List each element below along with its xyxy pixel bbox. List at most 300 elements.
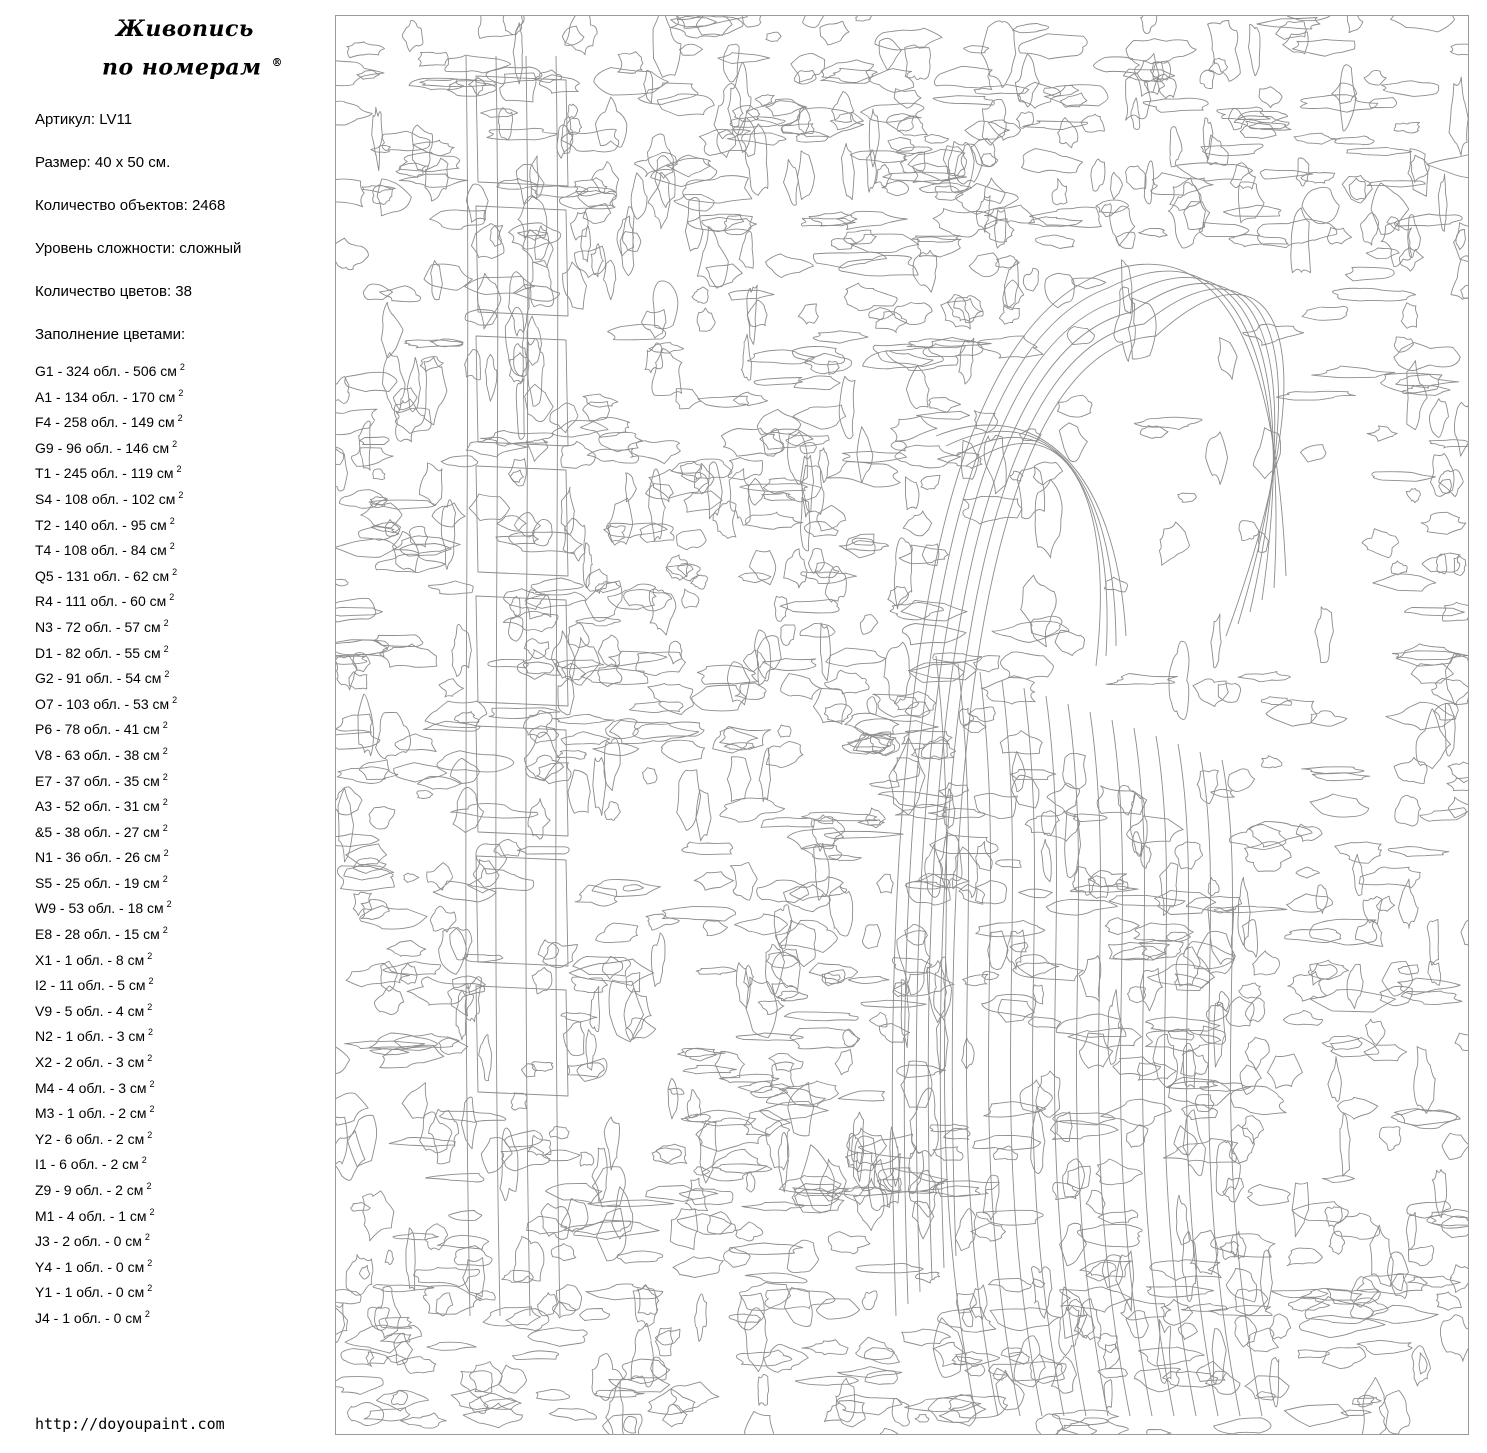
art-region xyxy=(494,839,520,856)
art-region xyxy=(530,156,539,200)
art-region xyxy=(1046,899,1117,915)
art-region xyxy=(1033,462,1062,485)
art-region xyxy=(528,799,550,840)
art-region xyxy=(766,254,814,278)
art-region xyxy=(399,174,467,187)
art-region xyxy=(1394,122,1419,132)
art-region xyxy=(935,186,963,200)
art-region xyxy=(1178,493,1197,502)
art-region xyxy=(553,1302,576,1318)
art-region xyxy=(727,757,751,802)
art-region xyxy=(451,804,538,819)
art-region xyxy=(336,1047,349,1073)
art-region xyxy=(908,662,976,680)
art-region xyxy=(821,60,873,83)
art-region xyxy=(1081,114,1104,132)
art-region xyxy=(498,108,512,140)
art-contour xyxy=(1112,720,1152,1416)
art-region xyxy=(1412,1346,1431,1386)
art-region xyxy=(1111,172,1123,199)
art-region xyxy=(735,1222,763,1241)
art-region xyxy=(623,885,643,891)
art-region xyxy=(571,212,589,240)
art-region xyxy=(449,1211,482,1221)
art-region xyxy=(437,1235,488,1249)
art-region xyxy=(727,133,786,145)
art-region xyxy=(624,590,672,611)
art-region xyxy=(596,1208,626,1261)
area-exponent: 2 xyxy=(169,515,175,526)
art-region xyxy=(429,1109,459,1164)
art-region xyxy=(1401,303,1418,329)
area-exponent: 2 xyxy=(162,745,168,756)
art-region xyxy=(855,719,939,736)
art-region xyxy=(1023,268,1038,291)
art-region xyxy=(976,842,992,871)
art-region xyxy=(685,197,703,251)
art-region xyxy=(1285,929,1341,943)
art-region xyxy=(798,151,815,200)
art-region xyxy=(510,470,523,483)
art-region xyxy=(1312,964,1337,985)
art-region xyxy=(1053,1113,1115,1125)
art-region xyxy=(629,701,683,712)
art-region xyxy=(906,477,919,510)
art-region xyxy=(678,1048,725,1056)
art-region xyxy=(363,284,392,300)
area-exponent: 2 xyxy=(148,1027,154,1038)
art-region xyxy=(1291,208,1311,273)
art-region xyxy=(739,573,771,583)
art-region xyxy=(1359,867,1420,888)
art-region xyxy=(1184,202,1210,230)
color-fill-item xyxy=(35,869,185,895)
color-fill-item xyxy=(35,1074,185,1100)
art-region xyxy=(814,843,829,900)
art-region xyxy=(478,16,524,38)
art-region xyxy=(1181,1304,1227,1312)
art-region xyxy=(1150,1260,1222,1281)
art-region xyxy=(1127,1125,1148,1148)
art-region xyxy=(605,802,621,821)
color-fill-item xyxy=(35,357,185,383)
area-exponent: 2 xyxy=(163,643,169,654)
art-region xyxy=(1218,338,1237,380)
area-exponent: 2 xyxy=(148,976,154,987)
art-region xyxy=(735,914,788,935)
area-exponent: 2 xyxy=(162,873,168,884)
color-fill-item xyxy=(35,511,185,537)
art-region xyxy=(1239,983,1261,998)
art-region xyxy=(608,584,656,609)
color-fill-item xyxy=(35,1150,185,1176)
art-region xyxy=(461,1097,476,1149)
art-region xyxy=(441,500,455,569)
art-region xyxy=(381,302,403,358)
art-region xyxy=(861,103,924,122)
art-region xyxy=(762,493,795,501)
art-region xyxy=(824,1401,865,1427)
art-region xyxy=(1422,554,1447,574)
art-region xyxy=(692,685,746,711)
art-region xyxy=(1449,77,1468,155)
art-region xyxy=(824,831,903,838)
color-fill-text: A3 - 52 обл. - 31 см xyxy=(35,798,160,815)
art-region xyxy=(402,20,423,51)
art-region xyxy=(423,1286,481,1315)
art-region xyxy=(1262,756,1282,768)
art-region xyxy=(1096,1159,1142,1185)
art-region xyxy=(484,1398,521,1409)
art-region xyxy=(1283,32,1308,54)
art-region xyxy=(561,487,574,534)
art-region xyxy=(1288,971,1327,1001)
color-fill-item xyxy=(35,613,185,639)
color-fill-item xyxy=(35,690,185,716)
art-region xyxy=(383,962,441,975)
art-region xyxy=(793,405,846,429)
area-exponent: 2 xyxy=(164,669,170,680)
art-region xyxy=(1395,795,1421,826)
art-region xyxy=(894,303,932,325)
art-region xyxy=(1193,679,1228,707)
art-region xyxy=(1035,479,1062,557)
art-region xyxy=(917,411,970,419)
art-region xyxy=(479,1035,492,1081)
color-fill-list xyxy=(35,357,185,1330)
color-fill-item xyxy=(35,1227,185,1253)
art-region xyxy=(1108,990,1123,1065)
art-region xyxy=(1106,674,1177,685)
art-region xyxy=(813,252,886,268)
color-fill-text: D1 - 82 обл. - 55 см xyxy=(35,644,161,661)
art-region xyxy=(841,143,854,199)
color-fill-item xyxy=(35,1253,185,1279)
brand-line-2 xyxy=(92,46,292,84)
art-region xyxy=(933,1147,963,1160)
art-region xyxy=(905,924,928,945)
art-region xyxy=(628,441,680,464)
art-region xyxy=(971,138,995,166)
art-region xyxy=(561,1198,588,1232)
art-region xyxy=(959,708,973,726)
art-region xyxy=(463,955,503,962)
area-exponent: 2 xyxy=(169,541,175,552)
art-region xyxy=(488,659,528,667)
art-region xyxy=(346,963,409,987)
art-region xyxy=(681,1110,756,1126)
art-region xyxy=(1047,784,1079,812)
color-fill-text: O7 - 103 обл. - 53 см xyxy=(35,695,170,712)
art-region xyxy=(569,959,654,986)
art-region xyxy=(1132,832,1141,856)
art-region xyxy=(1357,1340,1412,1354)
color-fill-item xyxy=(35,1278,185,1304)
art-region xyxy=(869,308,894,320)
art-region xyxy=(702,217,757,231)
art-region xyxy=(1335,842,1382,863)
art-region xyxy=(962,1038,975,1069)
art-region xyxy=(798,304,818,324)
art-region xyxy=(784,1012,858,1021)
art-region xyxy=(856,1263,923,1273)
art-region xyxy=(684,491,722,512)
art-region xyxy=(754,378,802,386)
color-fill-item xyxy=(35,741,185,767)
art-region xyxy=(1315,607,1334,663)
art-region xyxy=(778,991,808,1001)
art-region xyxy=(425,701,486,727)
art-region xyxy=(463,1258,485,1297)
art-region xyxy=(646,914,680,930)
art-region xyxy=(649,589,676,635)
art-region xyxy=(1068,1028,1142,1048)
art-region xyxy=(454,1246,492,1266)
art-region xyxy=(526,439,548,462)
art-region xyxy=(395,734,436,752)
coloring-canvas xyxy=(335,15,1469,1435)
art-region xyxy=(758,1374,769,1405)
color-fill-text: T2 - 140 обл. - 95 см xyxy=(35,516,167,533)
art-region xyxy=(1197,770,1219,804)
art-region xyxy=(1148,964,1215,988)
art-region xyxy=(1339,65,1355,131)
art-region xyxy=(1364,1045,1407,1061)
art-region xyxy=(1404,608,1464,616)
art-region xyxy=(775,920,837,952)
art-region xyxy=(1353,854,1364,895)
art-region xyxy=(1311,711,1347,726)
art-region xyxy=(1131,98,1140,130)
art-region xyxy=(867,150,877,193)
art-region xyxy=(617,1251,662,1263)
art-region xyxy=(648,172,670,229)
art-region xyxy=(713,501,736,538)
art-region xyxy=(1257,18,1320,29)
art-region xyxy=(1260,169,1312,179)
art-region xyxy=(1406,1212,1416,1250)
art-region xyxy=(1088,871,1126,888)
art-region xyxy=(642,310,667,339)
area-exponent: 2 xyxy=(147,1283,153,1294)
art-region xyxy=(761,818,814,828)
art-region xyxy=(590,986,600,1031)
art-region xyxy=(1391,561,1407,575)
art-region xyxy=(465,350,481,380)
art-region xyxy=(1373,574,1436,591)
art-region xyxy=(869,69,914,93)
art-region xyxy=(939,783,969,797)
art-region xyxy=(1406,488,1420,502)
art-region xyxy=(1248,24,1260,75)
art-region xyxy=(720,1074,779,1082)
art-region xyxy=(906,366,929,409)
color-fill-item xyxy=(35,1304,185,1330)
area-exponent: 2 xyxy=(177,413,183,424)
art-region xyxy=(336,1131,365,1180)
art-region xyxy=(1394,337,1413,352)
color-fill-text: W9 - 53 обл. - 18 см xyxy=(35,900,164,917)
art-region xyxy=(1283,1010,1322,1025)
art-region xyxy=(425,1174,484,1182)
art-region xyxy=(1435,703,1459,720)
art-region xyxy=(845,1153,873,1172)
art-region xyxy=(359,760,389,780)
art-region xyxy=(724,1248,751,1268)
art-region xyxy=(596,97,627,147)
website-link[interactable]: http://doyoupaint.com xyxy=(35,1415,225,1433)
art-region xyxy=(746,512,803,529)
art-region xyxy=(1276,22,1307,40)
color-fill-item xyxy=(35,639,185,665)
art-region xyxy=(377,179,411,216)
color-fill-item xyxy=(35,1202,185,1228)
art-region xyxy=(606,1381,625,1434)
art-region xyxy=(687,1090,701,1118)
art-region xyxy=(543,942,578,967)
art-region xyxy=(1287,894,1333,912)
art-region xyxy=(561,441,595,468)
art-region xyxy=(740,484,808,492)
color-fill-item xyxy=(35,792,185,818)
art-region xyxy=(1382,962,1413,996)
art-region xyxy=(1287,1248,1322,1266)
art-region xyxy=(1211,1234,1275,1257)
art-region xyxy=(1153,1034,1178,1087)
color-fill-item xyxy=(35,408,185,434)
art-region xyxy=(748,478,765,505)
art-region xyxy=(1238,672,1290,682)
art-region xyxy=(856,16,872,21)
art-region xyxy=(604,739,620,791)
art-region xyxy=(1129,298,1157,359)
art-region xyxy=(536,1389,569,1400)
art-region xyxy=(820,21,849,45)
art-region xyxy=(1209,58,1228,74)
art-region xyxy=(1340,1114,1350,1177)
art-region xyxy=(747,101,804,126)
art-region xyxy=(728,63,751,135)
art-region xyxy=(586,1030,596,1071)
art-region xyxy=(487,128,557,140)
color-fill-text: &5 - 38 обл. - 27 см xyxy=(35,823,160,840)
area-exponent: 2 xyxy=(162,822,168,833)
art-region xyxy=(996,1370,1024,1410)
art-region xyxy=(747,285,757,344)
art-region xyxy=(781,625,795,646)
art-region xyxy=(759,748,771,802)
art-region xyxy=(813,331,868,343)
art-region xyxy=(568,1063,604,1077)
art-region xyxy=(608,324,666,339)
art-region xyxy=(532,1062,553,1072)
art-region xyxy=(373,185,393,204)
art-region xyxy=(644,70,653,102)
art-region xyxy=(933,1318,963,1378)
art-region xyxy=(668,1078,678,1119)
art-region xyxy=(441,456,478,467)
area-exponent: 2 xyxy=(144,1232,150,1243)
art-region xyxy=(336,1290,361,1304)
art-region xyxy=(509,532,582,554)
art-region xyxy=(351,1203,370,1212)
art-contour xyxy=(466,56,470,1316)
area-exponent: 2 xyxy=(149,1078,155,1089)
art-region xyxy=(337,866,394,891)
area-exponent: 2 xyxy=(172,694,178,705)
art-region xyxy=(549,1126,569,1139)
art-region xyxy=(1429,399,1448,438)
art-region xyxy=(336,409,377,435)
art-region xyxy=(1015,54,1039,107)
color-fill-text: J3 - 2 обл. - 0 см xyxy=(35,1233,142,1250)
art-region xyxy=(552,421,608,437)
art-region xyxy=(784,159,799,205)
art-region xyxy=(925,134,949,143)
art-region xyxy=(436,1293,453,1316)
art-region xyxy=(336,1377,383,1395)
art-region xyxy=(646,1186,718,1202)
art-region xyxy=(369,807,395,829)
art-region xyxy=(955,1209,975,1251)
art-region xyxy=(1414,1047,1435,1114)
art-region xyxy=(930,835,998,854)
art-region xyxy=(1218,683,1240,702)
art-region xyxy=(538,1293,558,1316)
art-region xyxy=(1226,997,1254,1027)
art-region xyxy=(1358,1395,1375,1407)
art-region xyxy=(729,1314,761,1323)
art-region xyxy=(586,1284,663,1300)
art-region xyxy=(1461,285,1468,298)
art-region xyxy=(1322,1176,1354,1183)
difficulty-text: Уровень сложности: сложный xyxy=(35,240,242,257)
art-region xyxy=(1096,200,1129,213)
art-region xyxy=(358,694,374,756)
art-region xyxy=(539,75,579,94)
color-fill-item xyxy=(35,485,185,511)
art-region xyxy=(838,1367,902,1378)
art-region xyxy=(1312,773,1370,781)
art-region xyxy=(1208,878,1219,896)
art-region xyxy=(528,339,544,407)
art-region xyxy=(695,1294,707,1341)
color-fill-text: Y2 - 6 обл. - 2 см xyxy=(35,1130,145,1147)
art-region xyxy=(832,91,854,122)
art-region xyxy=(746,1172,755,1192)
art-region xyxy=(339,490,386,509)
art-region xyxy=(1141,16,1157,33)
art-region xyxy=(1223,205,1280,216)
art-region xyxy=(846,534,875,558)
art-region xyxy=(580,1309,610,1321)
art-region xyxy=(1440,1315,1468,1361)
art-region xyxy=(505,307,523,376)
art-region xyxy=(1079,956,1101,1002)
color-fill-text: I2 - 11 обл. - 5 см xyxy=(35,977,146,994)
art-region xyxy=(336,179,364,207)
color-fill-item xyxy=(35,434,185,460)
art-region xyxy=(952,1356,982,1364)
art-region xyxy=(563,262,587,309)
art-region xyxy=(851,234,919,253)
art-region xyxy=(989,1278,1032,1292)
art-region xyxy=(1381,81,1439,97)
art-region xyxy=(526,755,564,781)
art-region xyxy=(781,674,821,700)
art-region xyxy=(1086,1262,1116,1281)
art-region xyxy=(758,1001,784,1015)
